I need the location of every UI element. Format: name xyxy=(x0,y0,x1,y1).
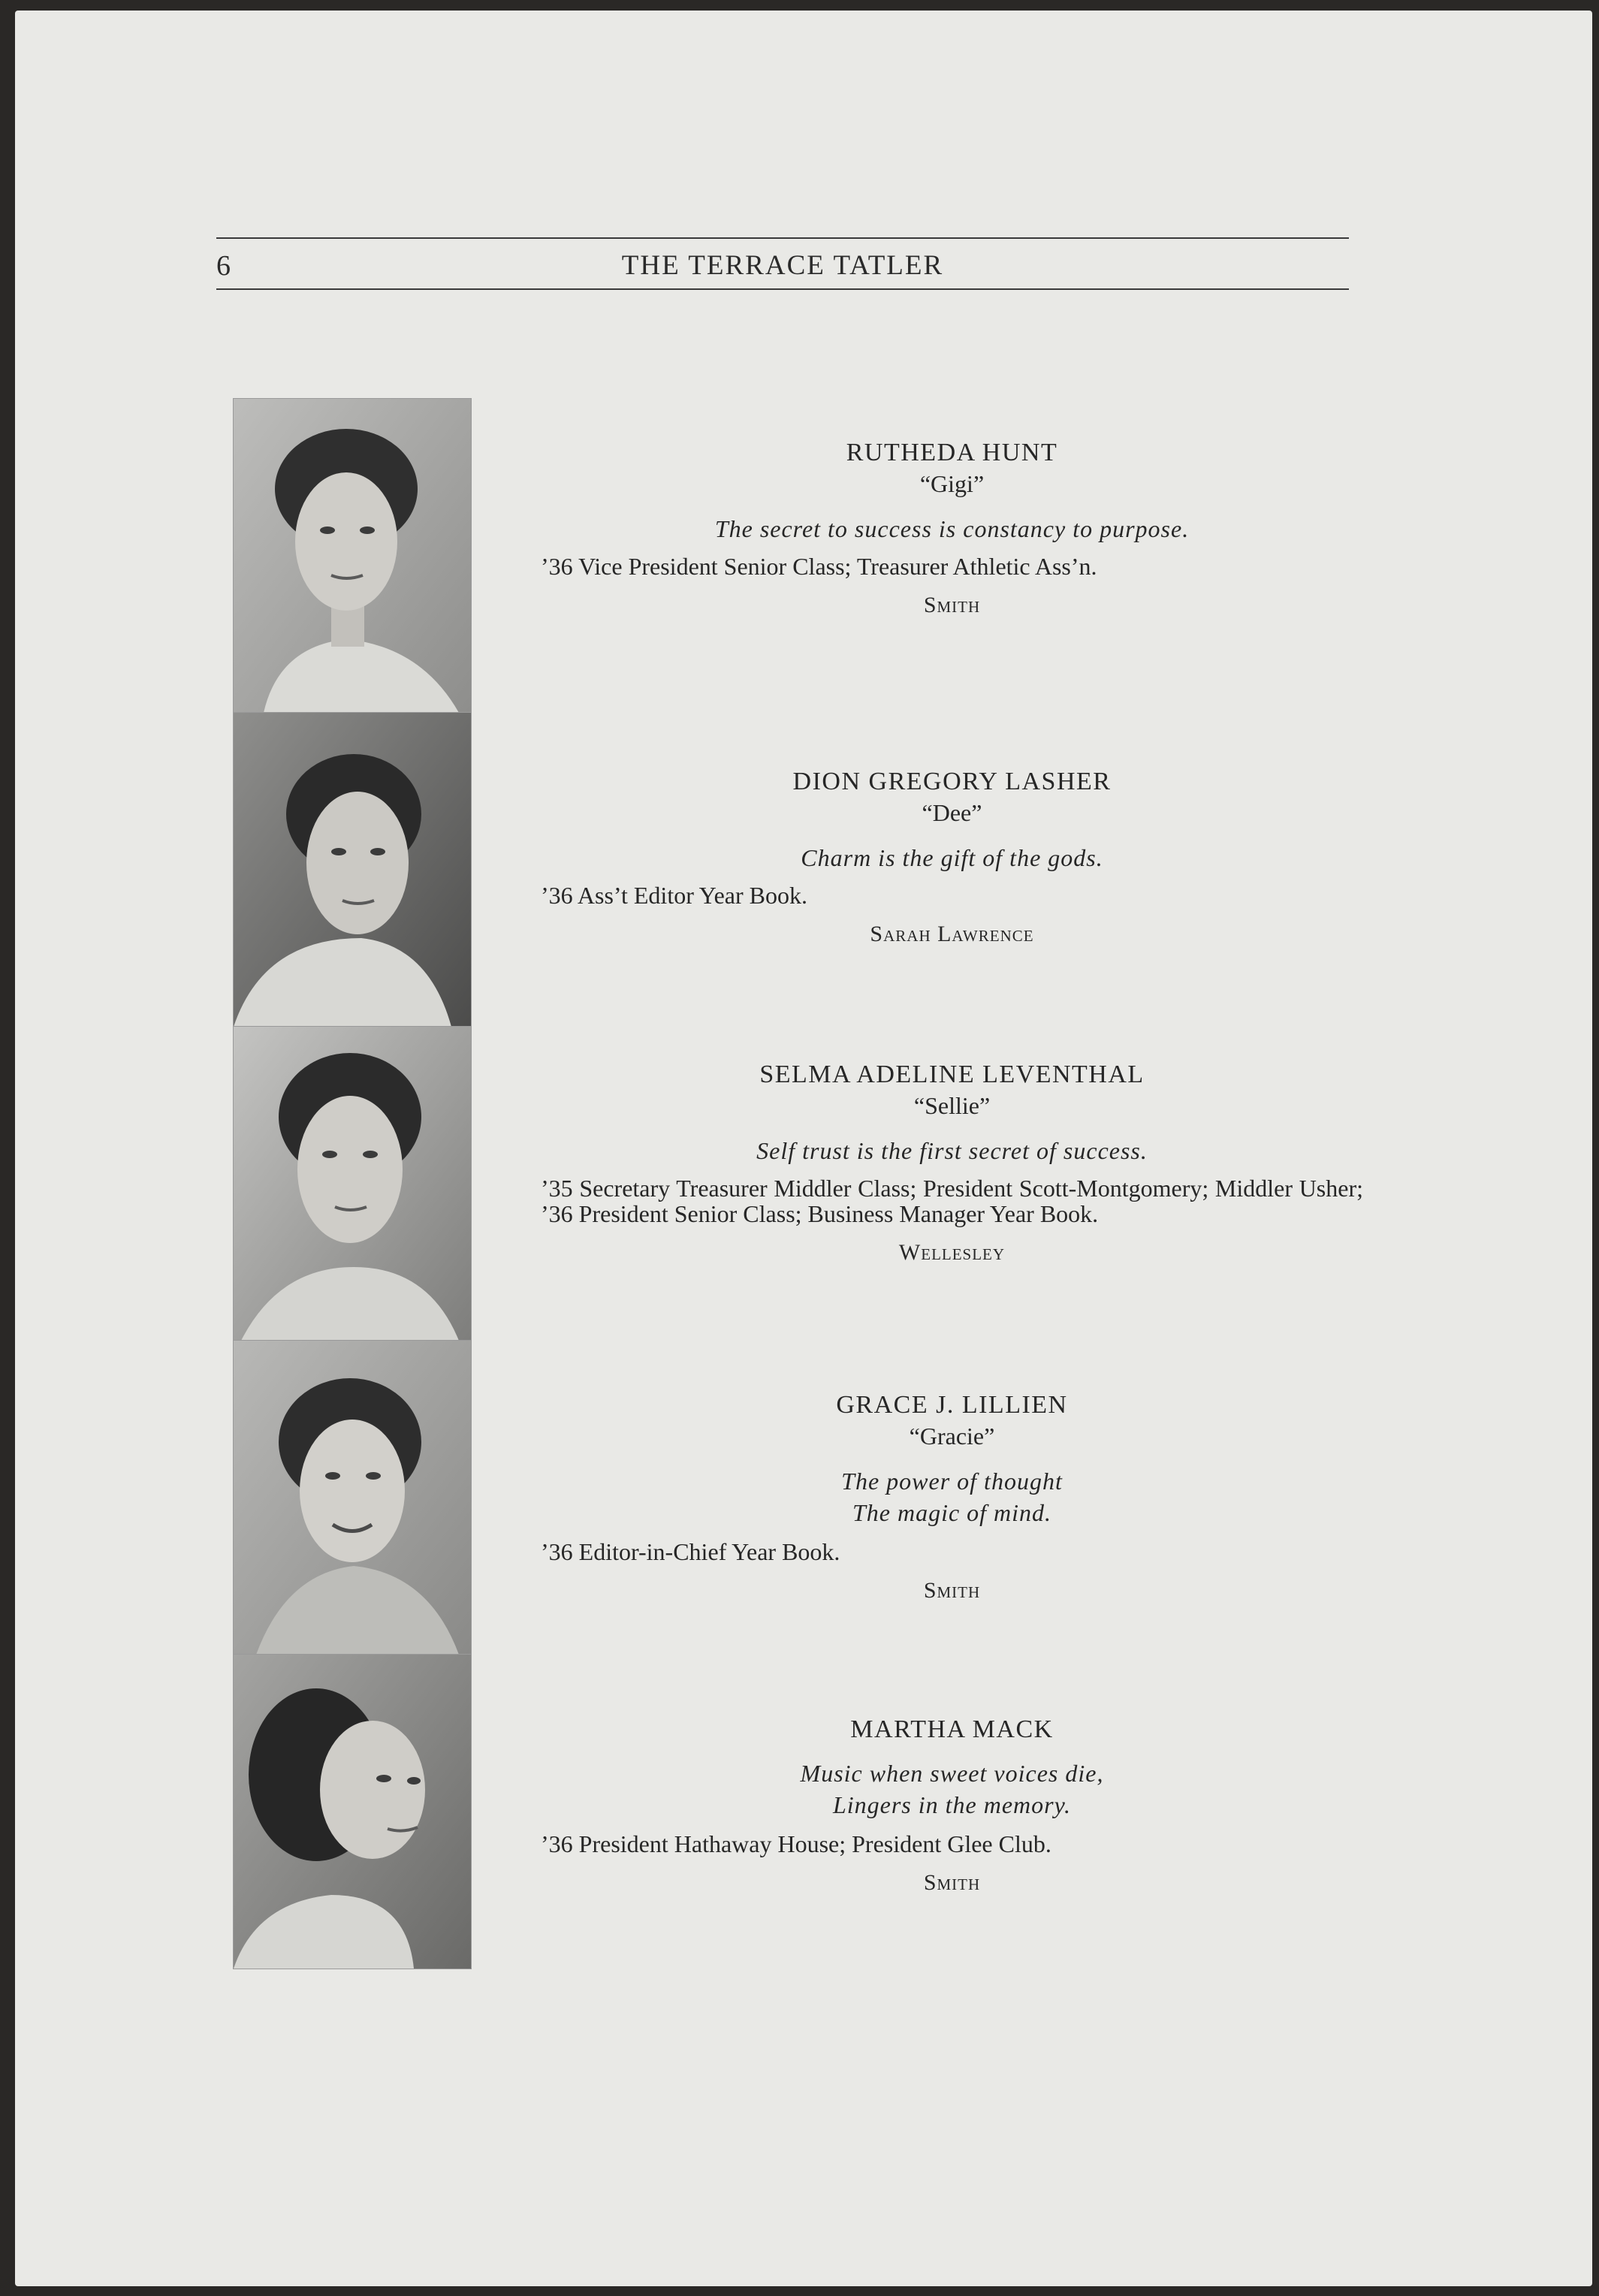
student-college: Sarah Lawrence xyxy=(870,922,1034,946)
running-title: THE TERRACE TATLER xyxy=(621,250,944,281)
student-nickname: “Gigi” xyxy=(919,470,985,497)
motto-line: Charm is the gift of the gods. xyxy=(801,844,1103,871)
motto-line: The power of thought xyxy=(841,1468,1063,1495)
header-rule-top xyxy=(216,237,1349,239)
senior-entry xyxy=(541,1061,1363,1266)
student-name: SELMA ADELINE LEVENTHAL xyxy=(759,1061,1145,1088)
student-record: ’36 Editor-in-Chief Year Book. xyxy=(541,1538,840,1565)
student-name: RUTHEDA HUNT xyxy=(846,439,1058,466)
student-motto xyxy=(541,1465,1363,1528)
portrait-photo xyxy=(233,1026,472,1341)
motto-line: The secret to success is constancy to purpose. xyxy=(714,515,1190,542)
student-name: DION GREGORY LASHER xyxy=(792,768,1112,795)
motto-line: Music when sweet voices die, xyxy=(800,1760,1104,1787)
motto-line: Lingers in the memory. xyxy=(832,1791,1072,1818)
student-college: Smith xyxy=(923,1870,981,1895)
portrait-photo xyxy=(233,712,472,1027)
motto-line: Self trust is the first secret of success. xyxy=(756,1137,1148,1164)
page-number: 6 xyxy=(216,250,231,282)
student-record: ’36 Vice President Senior Class; Treasurer Athletic Ass’n. xyxy=(541,553,1097,580)
portrait-photo xyxy=(233,1654,472,1969)
student-name: GRACE J. LILLIEN xyxy=(836,1391,1068,1419)
student-motto xyxy=(541,513,1363,545)
student-nickname: “Dee” xyxy=(922,799,982,826)
student-record: ’36 Ass’t Editor Year Book. xyxy=(541,882,807,909)
student-motto xyxy=(541,842,1363,873)
senior-entry xyxy=(541,439,1363,618)
student-record: ’36 President Hathaway House; President Glee Club. xyxy=(541,1830,1051,1857)
student-name: MARTHA MACK xyxy=(850,1715,1054,1743)
student-college: Wellesley xyxy=(898,1240,1006,1265)
student-college: Smith xyxy=(923,593,981,617)
student-motto xyxy=(541,1135,1363,1166)
portrait-photo xyxy=(233,398,472,714)
senior-entry xyxy=(541,1391,1363,1604)
student-nickname: “Gracie” xyxy=(909,1423,995,1450)
portrait-photo xyxy=(233,1340,472,1655)
header-rule-bottom xyxy=(216,288,1349,290)
student-record: ’35 Secretary Treasurer Middler Class; President Scott-Montgomery; Middler Usher; ’36 President Senior Class; Business Manager Year Book. xyxy=(541,1175,1363,1227)
student-motto xyxy=(541,1757,1363,1821)
motto-line: The magic of mind. xyxy=(852,1499,1052,1526)
senior-entry xyxy=(541,768,1363,947)
student-college: Smith xyxy=(923,1578,981,1603)
senior-entry xyxy=(541,1715,1363,1896)
student-nickname: “Sellie” xyxy=(913,1092,991,1119)
yearbook-page xyxy=(15,11,1592,2286)
